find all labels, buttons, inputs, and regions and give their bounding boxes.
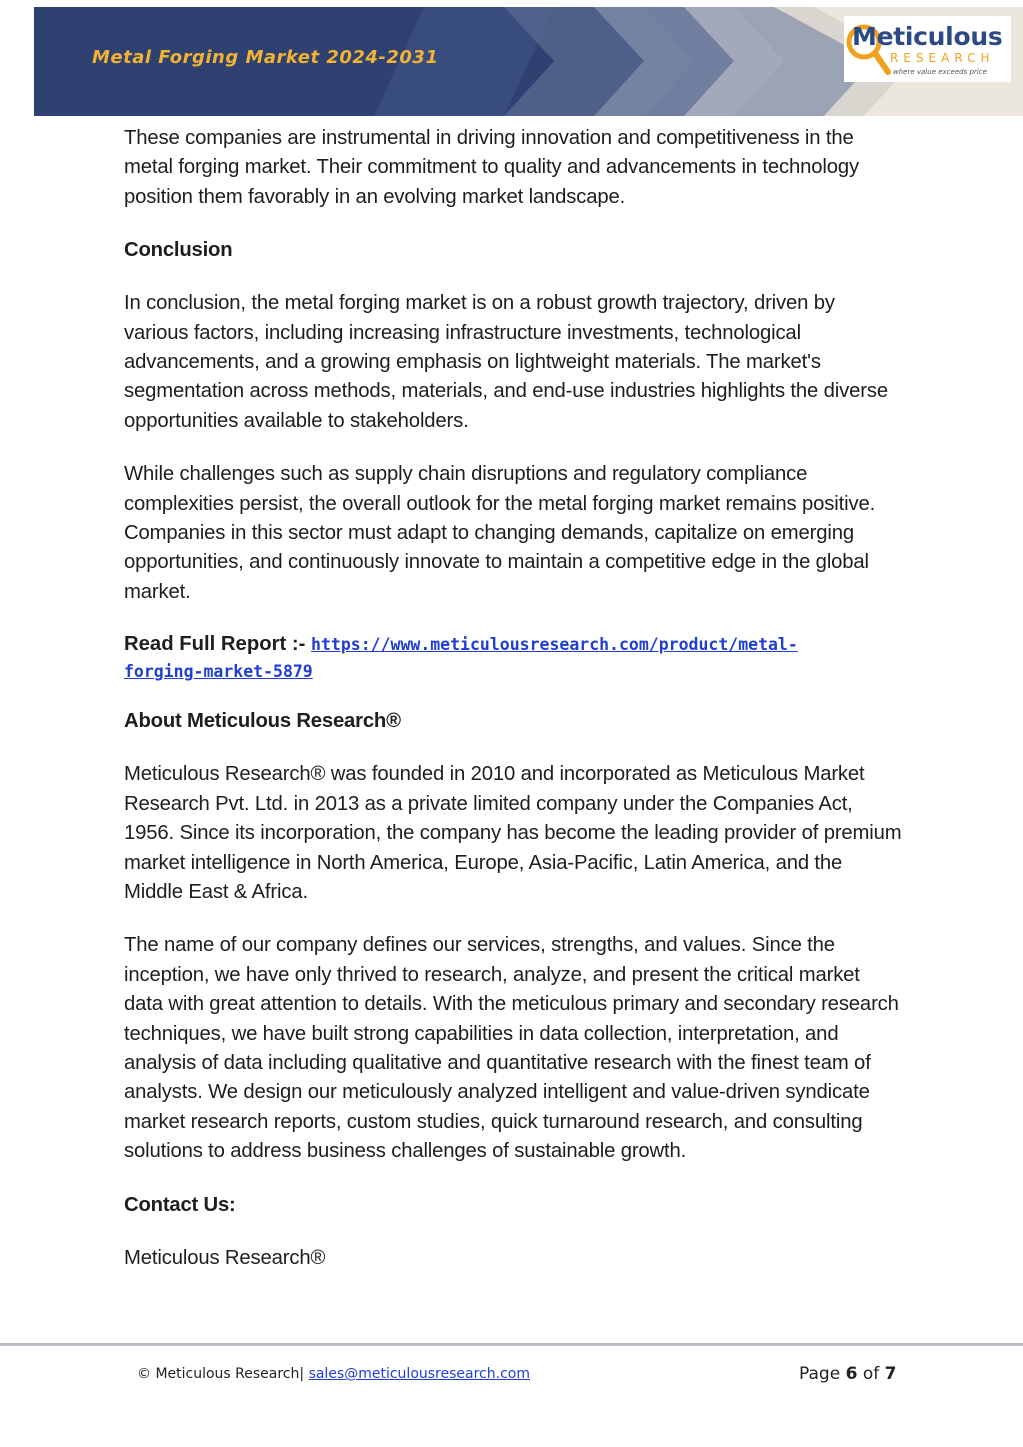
- logo-name: Meticulous: [852, 22, 1003, 51]
- read-full-label: Read Full Report :-: [124, 633, 306, 656]
- read-full-report: [124, 631, 904, 685]
- footer-divider: [0, 1343, 1023, 1346]
- report-link-line1: https://www.meticulousresearch.com/product/metal-: [311, 635, 798, 655]
- about-paragraph-2: The name of our company defines our services, strengths, and values. Since the inception, we have only thrived to research, analyze, and present the critical market data with great attention to details. With the meticulous primary and secondary research techniques, we have built strong capabilities in data collection, interpretation, and analysis of data including qualitative and quantitative research with the finest team of analysts. We design our meticulously analyzed intelligent and value-driven syndicate market research reports, custom studies, quick turnaround research, and consulting solutions to address business challenges of sustainable growth.: [124, 934, 899, 1163]
- intro-paragraph: These companies are instrumental in driving innovation and competitiveness in the metal forging market. Their commitment to quality and advancements in technology position them favorably in an evolving market landscape.: [124, 127, 860, 208]
- conclusion-paragraph-1: In conclusion, the metal forging market is on a robust growth trajectory, driven by various factors, including increasing infrastructure investments, technological advancements, and a growing emphasis on lightweight materials. The market's segmentation across methods, materials, and end-use industries highlights the diverse opportunities available to stakeholders.: [124, 292, 888, 432]
- page-total: 7: [884, 1364, 897, 1384]
- page-header: [34, 7, 1023, 116]
- report-link-line2: forging-market-5879: [124, 662, 313, 682]
- document-title: Metal Forging Market 2024-2031: [92, 47, 439, 68]
- contact-name: Meticulous Research®: [124, 1246, 326, 1269]
- logo-research: RESEARCH: [890, 51, 995, 65]
- about-paragraph-1: Meticulous Research® was founded in 2010 and incorporated as Meticulous Market Research Pvt. Ltd. in 2013 as a private limited company under the Companies Act, 1956. Since its incorporation, the company has become the leading provider of premium market intelligence in North America, Europe, Asia-Pacific, Latin America, and the Middle East & Africa.: [124, 763, 902, 903]
- meticulous-logo: [844, 16, 1011, 82]
- conclusion-paragraph-2: While challenges such as supply chain disruptions and regulatory compliance complexities persist, the overall outlook for the metal forging market remains positive. Companies in this sector must adapt to changing demands, capitalize on emerging opportunities, and continuously innovate to maintain a competitive edge in the global market.: [124, 463, 876, 603]
- about-heading: About Meticulous Research®: [124, 710, 401, 733]
- page-of: of: [862, 1364, 880, 1384]
- page-content: [124, 124, 904, 1273]
- logo-tagline: where value exceeds price: [893, 68, 987, 76]
- footer-email-link[interactable]: sales@meticulousresearch.com: [308, 1366, 530, 1382]
- copyright-text: © Meticulous Research|: [137, 1366, 305, 1382]
- page-current: 6: [845, 1364, 858, 1384]
- footer-copyright: [137, 1366, 530, 1382]
- conclusion-heading: Conclusion: [124, 239, 233, 262]
- contact-heading: Contact Us:: [124, 1193, 236, 1216]
- page-number: [799, 1364, 896, 1384]
- page-label: Page: [799, 1364, 841, 1384]
